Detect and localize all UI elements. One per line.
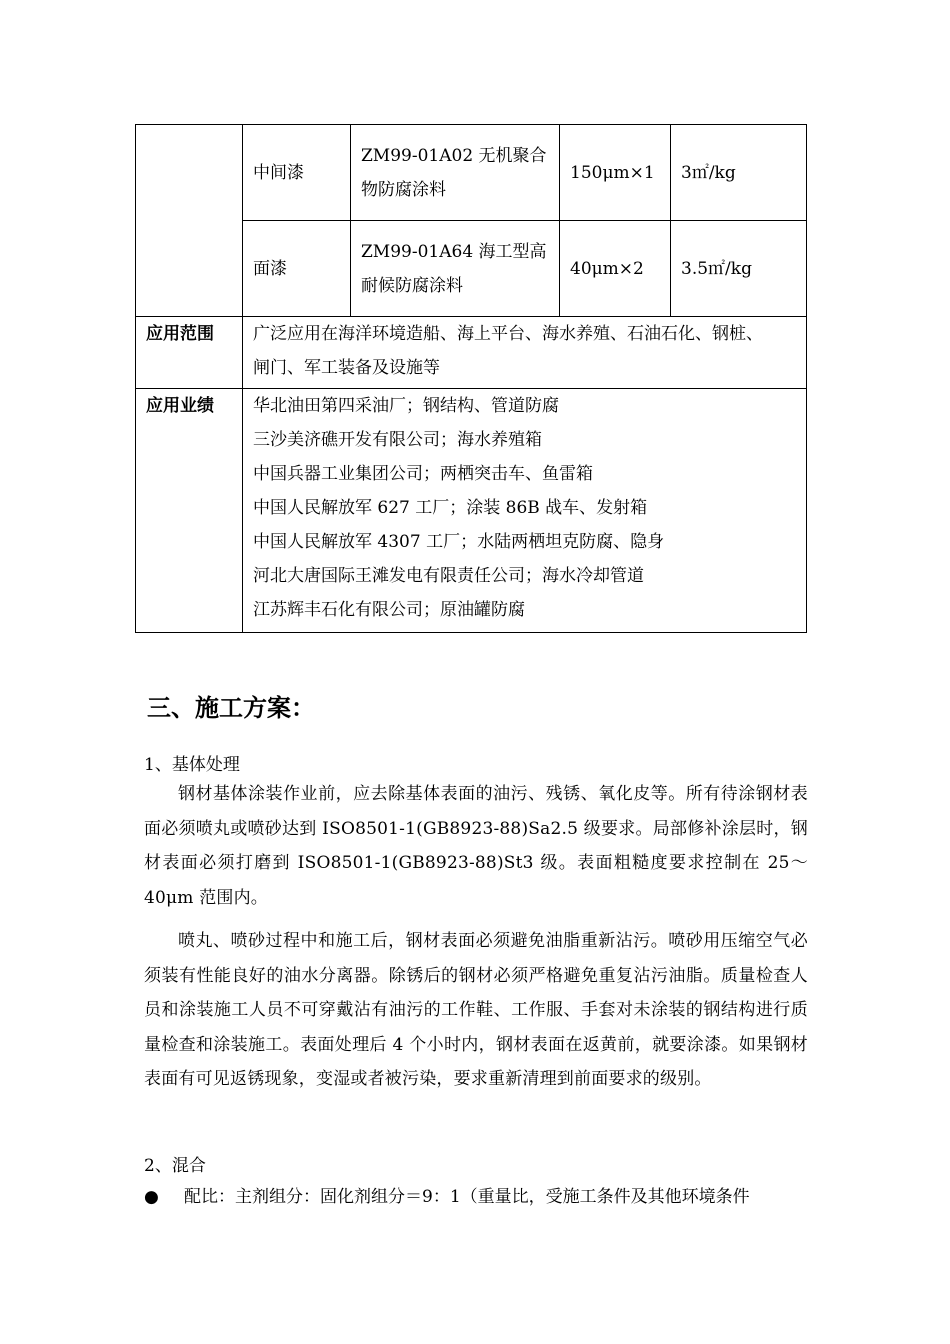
list-item: 中国兵器工业集团公司；两栖突击车、鱼雷箱 [253,464,593,484]
film-thickness: 40μm×2 [560,221,671,317]
list-item: 中国人民解放军 4307 工厂；水陆两栖坦克防腐、隐身 [253,532,665,552]
performance-list [243,389,807,633]
paragraph-surface-prep: 钢材基体涂装作业前，应去除基体表面的油污、残锈、氧化皮等。所有待涂钢材表面必须喷丸或喷砂达到 ISO8501-1(GB8923-88)Sa2.5 级要求。局部修补涂层时，钢材表面必须打磨到 ISO8501-1(GB8923-88)St3 级。表面粗糙度要求控制在 25～40μm 范围内。 [144,784,808,908]
scope-label: 应用范围 [136,317,243,389]
subsection-heading-2: 2、混合 [144,1156,206,1176]
table-row-performance [136,389,807,633]
material-name: ZM99-01A64 海工型高 耐候防腐涂料 [351,221,560,317]
empty-merged-cell [136,125,243,317]
bullet-text: 配比：主剂组分：固化剂组分＝9：1（重量比，受施工条件及其他环境条件 [184,1187,750,1207]
table-row-intermediate-coat [136,125,807,221]
bullet-dot-icon: ● [144,1187,159,1207]
list-item: 中国人民解放军 627 工厂；涂装 86B 战车、发射箱 [253,498,648,518]
list-item: 三沙美济礁开发有限公司；海水养殖箱 [253,430,542,450]
product-spec-table [135,124,807,633]
scope-text: 广泛应用在海洋环境造船、海上平台、海水养殖、石油石化、钢桩、 闸门、军工装备及设施等 [243,317,807,389]
paragraph-contamination: 喷丸、喷砂过程中和施工后，钢材表面必须避免油脂重新沾污。喷砂用压缩空气必须装有性能良好的油水分离器。除锈后的钢材必须严格避免重复沾污油脂。质量检查人员和涂装施工人员不可穿戴沾有油污的工作鞋、工作服、手套对未涂装的钢结构进行质量检查和涂装施工。表面处理后 4 个小时内，钢材表面在返黄前，就要涂漆。如果钢材表面有可见返锈现象，变湿或者被污染，要求重新清理到前面要求的级别。 [144,931,808,1089]
layer-name: 面漆 [243,221,351,317]
section-title: 三、施工方案： [147,694,315,722]
performance-label: 应用业绩 [136,389,243,633]
layer-name: 中间漆 [243,125,351,221]
coverage-rate: 3.5㎡/kg [671,221,807,317]
film-thickness: 150μm×1 [560,125,671,221]
material-name: ZM99-01A02 无机聚合 物防腐涂料 [351,125,560,221]
list-item: 河北大唐国际王滩发电有限责任公司；海水冷却管道 [253,566,644,586]
list-item: 华北油田第四采油厂；钢结构、管道防腐 [253,396,559,416]
coverage-rate: 3㎡/kg [671,125,807,221]
table-row-scope [136,317,807,389]
list-item: 江苏辉丰石化有限公司；原油罐防腐 [253,600,525,620]
bullet-item [144,1182,808,1207]
subsection-heading-1: 1、基体处理 [144,755,240,775]
